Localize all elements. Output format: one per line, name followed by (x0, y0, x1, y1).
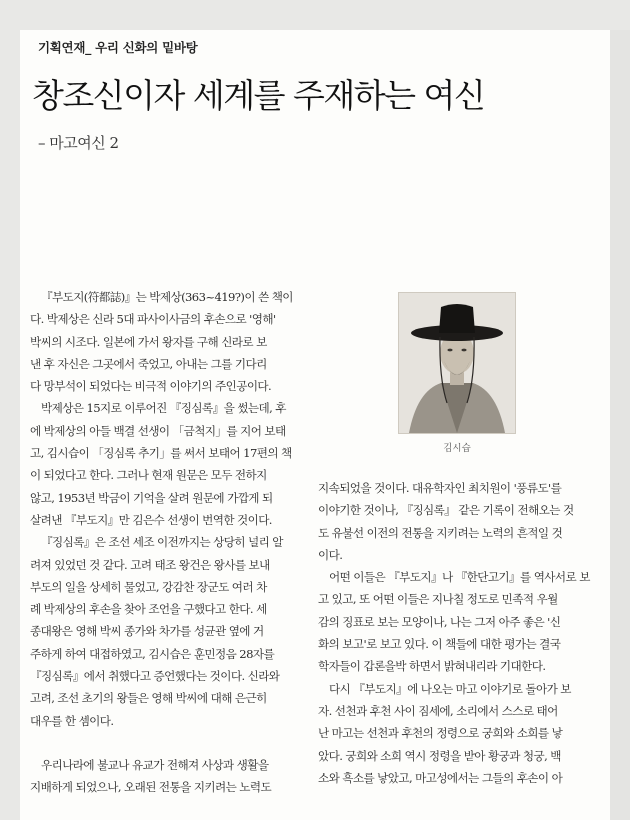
text-line: 고 있고, 또 어떤 이들은 지나칠 정도로 민족적 우월 (318, 592, 558, 607)
text-line: 지배하게 되었으나, 오래된 전통을 지키려는 노력도 (30, 780, 272, 795)
article-subtitle: – 마고여신 2 (38, 134, 119, 152)
text-line: 난 마고는 선천과 후천의 정령으로 궁희와 소희를 낳 (318, 726, 563, 741)
text-line: 『징심록』은 조선 세조 이전까지는 상당히 널리 알 (41, 535, 283, 550)
text-line: 살려낸 『부도지』만 김은수 선생이 번역한 것이다. (30, 512, 272, 527)
paragraph (30, 754, 302, 799)
magazine-page (20, 30, 610, 820)
text-line: 화의 보고'로 보고 있다. 이 책들에 대한 평가는 결국 (318, 637, 561, 652)
text-line: 도 유불선 이전의 전통을 지키려는 노력의 흔적일 것 (318, 525, 563, 540)
paragraph (318, 477, 596, 566)
text-line: 다시 『부도지』에 나오는 마고 이야기로 돌아가 보 (329, 681, 571, 696)
text-line: 았다. 궁희와 소희 역시 정령을 받아 황궁과 청궁, 백 (318, 748, 561, 763)
text-line: 례 박제상의 후손을 찾아 조언을 구했다고 한다. 세 (30, 602, 267, 617)
text-line: 지속되었을 것이다. 대유학자인 최치원이 '풍류도'를 (318, 481, 562, 495)
text-line: 『부도지(符都誌)』는 박제상(363~419?)이 쓴 책이 (41, 290, 293, 304)
text-line: 박제상은 15지로 이루어진 『징심록』을 썼는데, 후 (41, 401, 286, 416)
portrait-caption: 김시습 (443, 443, 471, 454)
text-line: 박씨의 시조다. 일본에 가서 왕자를 구해 신라로 보 (30, 334, 267, 349)
right-text-column (318, 477, 596, 789)
text-line: 우리나라에 불교나 유교가 전해져 사상과 생활을 (41, 757, 269, 772)
text-line: 부도의 일을 상세히 물었고, 강감찬 장군도 여러 차 (30, 579, 267, 594)
paragraph (30, 286, 302, 397)
text-line: 학자들이 갑론을박 하면서 밝혀내리라 기대한다. (318, 659, 546, 674)
left-text-column (30, 286, 302, 799)
series-label: 기획연재_ 우리 신화의 밑바탕 (38, 40, 198, 55)
text-line: 주하게 하여 대접하였고, 김시습은 훈민정음 28자를 (30, 646, 275, 661)
paragraph (30, 397, 302, 531)
portrait-drawing (399, 293, 515, 433)
text-line: 낸 후 자신은 그곳에서 죽었고, 아내는 그를 기다리 (30, 356, 267, 371)
text-line: 대우를 한 셈이다. (30, 713, 114, 728)
paragraph (318, 566, 596, 677)
text-line: 감의 징표로 보는 모양이나, 나는 그저 아주 좋은 '신 (318, 614, 561, 629)
text-line: 고려, 조선 초기의 왕들은 영해 박씨에 대해 은근히 (30, 691, 267, 706)
text-line: 않고, 1953년 박금이 기억을 살려 원문에 가깝게 되 (30, 490, 273, 505)
paragraph (318, 678, 596, 789)
text-line: 어떤 이들은 『부도지』나 『한단고기』를 역사서로 보 (329, 570, 590, 585)
portrait-figure (398, 292, 516, 454)
portrait-icon (398, 292, 516, 434)
article-title: 창조신이자 세계를 주재하는 여신 (32, 76, 485, 115)
text-line: 이다. (318, 547, 343, 562)
text-line: 이 되었다고 한다. 그러나 현재 원문은 모두 전하지 (30, 468, 267, 483)
text-line: 다. 박제상은 신라 5대 파사이사금의 후손으로 '영해' (30, 312, 276, 327)
text-line: 고, 김시습이 「징심록 추기」를 써서 보태어 17편의 책 (30, 446, 292, 461)
text-line: 『징심록』에서 취했다고 증언했다는 것이다. 신라와 (30, 669, 280, 684)
text-line: 이야기한 것이나, 『징심록』 같은 기록이 전해오는 것 (318, 503, 574, 518)
text-line: 려져 있었던 것 같다. 고려 태조 왕건은 왕사를 보내 (30, 557, 270, 572)
text-line: 다 망부석이 되었다는 비극적 이야기의 주인공이다. (30, 379, 272, 394)
page-edge (610, 30, 630, 820)
text-line: 에 박제상의 아들 백결 선생이 「금척지」를 지어 보태 (30, 423, 286, 438)
text-line: 종대왕은 영해 박씨 종가와 차가를 성균관 옆에 거 (30, 624, 264, 639)
paragraph (30, 531, 302, 732)
text-line: 자. 선천과 후천 사이 짐세에, 소리에서 스스로 태어 (318, 703, 558, 718)
text-line: 소와 흑소를 낳았고, 마고성에서는 그들의 후손이 아 (318, 770, 563, 785)
